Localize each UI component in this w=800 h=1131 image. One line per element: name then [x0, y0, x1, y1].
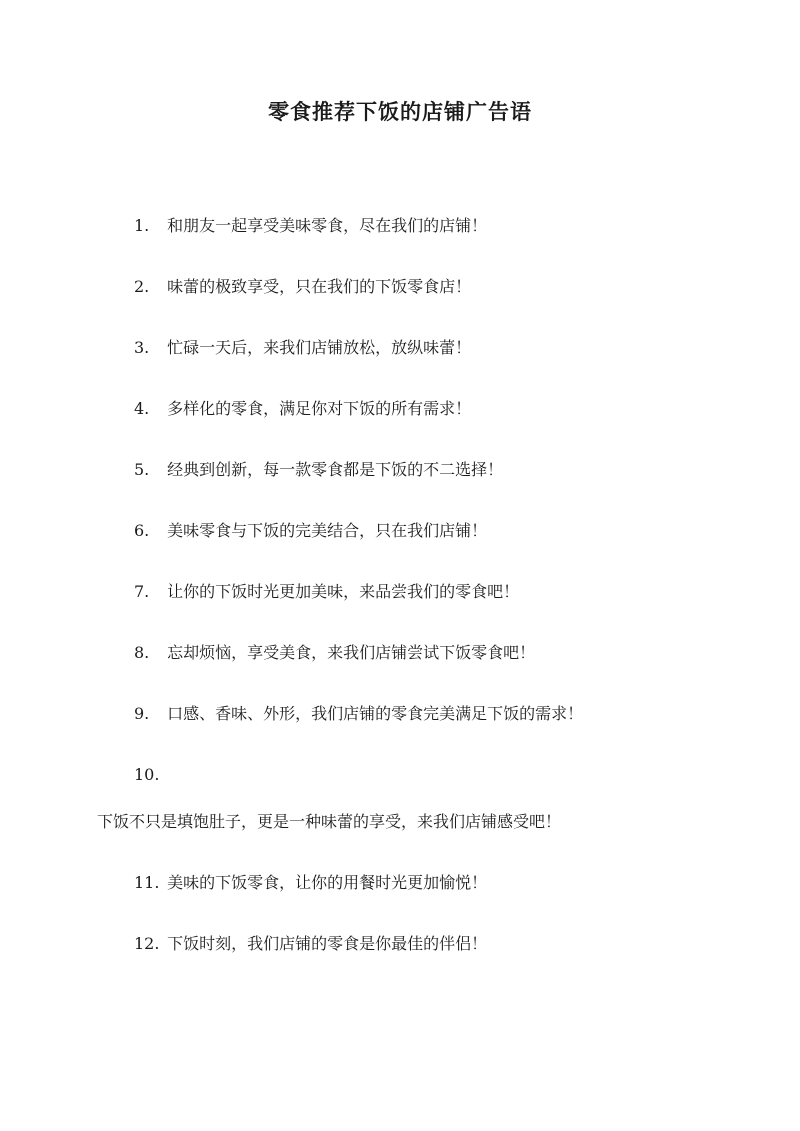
- list-item: [0, 212, 800, 240]
- list-item: [0, 930, 800, 958]
- list-item: [0, 869, 800, 897]
- item-number: 10.: [134, 765, 160, 784]
- list-item: [0, 700, 800, 728]
- item-text: 和朋友一起享受美味零食，尽在我们的店铺！: [167, 216, 488, 235]
- item-number: 7.: [134, 582, 150, 601]
- item-text: 美味的下饭零食，让你的用餐时光更加愉悦！: [167, 873, 488, 892]
- item-number: 2.: [134, 277, 150, 296]
- item-number: 4.: [134, 399, 150, 418]
- item-text: 让你的下饭时光更加美味，来品尝我们的零食吧！: [167, 582, 520, 601]
- item-number: 9.: [134, 704, 150, 723]
- item-number: 12.: [134, 934, 160, 953]
- item-number: 1.: [134, 216, 150, 235]
- item-text: 美味零食与下饭的完美结合，只在我们店铺！: [167, 521, 488, 540]
- list-item: [0, 456, 800, 484]
- item-text: 口感、香味、外形，我们店铺的零食完美满足下饭的需求！: [167, 704, 584, 723]
- list-item: [0, 578, 800, 606]
- item-number: 6.: [134, 521, 150, 540]
- item-number: 5.: [134, 460, 150, 479]
- item-text: 忙碌一天后，来我们店铺放松，放纵味蕾！: [167, 338, 472, 357]
- list-item: [0, 639, 800, 667]
- document-title: 零食推荐下饭的店铺广告语: [268, 99, 532, 124]
- item-number: 3.: [134, 338, 150, 357]
- list-item: [0, 761, 800, 836]
- list-item: [0, 273, 800, 301]
- list-item: [0, 517, 800, 545]
- item-number: 11.: [134, 873, 160, 892]
- item-text: 味蕾的极致享受，只在我们的下饭零食店！: [167, 277, 472, 296]
- list-item: [0, 395, 800, 423]
- item-number: 8.: [134, 643, 150, 662]
- item-text: 经典到创新，每一款零食都是下饭的不二选择！: [167, 460, 504, 479]
- item-text: 忘却烦恼，享受美食，来我们店铺尝试下饭零食吧！: [167, 643, 536, 662]
- item-text: 多样化的零食，满足你对下饭的所有需求！: [167, 399, 472, 418]
- item-text: 下饭时刻，我们店铺的零食是你最佳的伴侣！: [167, 934, 488, 953]
- list-item: [0, 334, 800, 362]
- slogan-list: [0, 212, 800, 991]
- item-text: 下饭不只是填饱肚子，更是一种味蕾的享受，来我们店铺感受吧！: [97, 812, 562, 831]
